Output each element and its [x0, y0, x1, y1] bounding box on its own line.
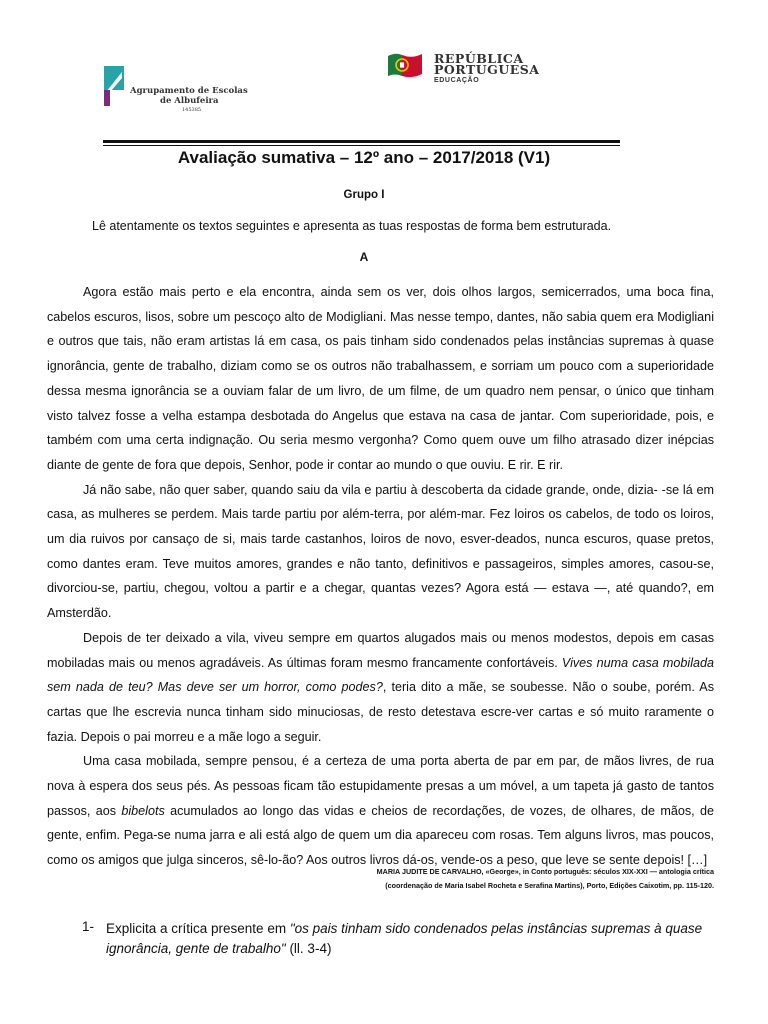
paragraph — [47, 280, 714, 478]
instruction-text: Lê atentamente os textos seguintes e apresenta as tuas respostas de forma bem estruturada. — [92, 219, 612, 233]
paragraph-run: Depois de ter deixado a vila, viveu sempre em quartos alugados mais ou menos modestos, depois em casas mobiladas mais ou menos agradáveis. As últimas foram mesmo francamente confortáveis. — [47, 630, 714, 670]
ministry-label: EDUCAÇÃO — [434, 77, 480, 84]
question-number: 1- — [82, 919, 95, 934]
paragraph-run: Uma casa mobilada, sempre pensou, é a certeza de uma porta aberta de par em par, de mãos livres, de rua nova à espera dos seus pés. As pessoas ficam tão estupidamente presas a um móvel, a um tapeta já gasto de tantos passos, aos — [47, 754, 714, 818]
question-text — [106, 919, 722, 958]
republic-logo — [386, 50, 586, 90]
source-line: (coordenação de Maria Isabel Rocheta e Serafina Martins), Porto, Edições Caixotim, pp. 115-120. — [385, 881, 714, 890]
school-name-line-1: Agrupamento de Escolas — [130, 86, 248, 96]
header-divider-thin — [103, 145, 620, 146]
paragraph-run: Agora estão mais perto e ela encontra, ainda sem os ver, dois olhos largos, semicerrados, uma boca fina, cabelos escuros, lisos, sobre um pescoço alto de Modigliani. Mas nesse tempo, dantes, não sabia quem era Modigliani e outros que tais, não eram artistas lá em casa, os pais tinham sido condenados pelas instâncias supremas à quase ignorância, gente de trabalho, diziam como se os outros não trabalhassem, e sorriam um pouco com a superioridade dessa mesma ignorância se a ouviam falar de um livro, de um filme, de um quadro nem pensar, o único que tinham visto talvez fosse a velha estampa desbotada do Angelus que estava na casa de jantar. Com superioridade, pois, e também com uma certa indignação. Ou seria mesmo vergonha? Como quem ouve um filho atrasado dizer inépcias diante de gente de fora que depois, Senhor, pode ir contar ao mundo o que ouviu. E rir. E rir. — [47, 285, 714, 472]
paragraph-run-italic: Vives numa casa mobilada sem nada de teu? Mas deve ser um horror, como podes? — [47, 655, 714, 695]
paragraph — [47, 478, 714, 626]
question-run: (ll. 3-4) — [285, 940, 332, 956]
portugal-flag-icon — [386, 52, 424, 78]
paragraph — [47, 749, 714, 873]
header-divider-thick — [103, 140, 620, 143]
paragraph — [47, 626, 714, 750]
section-letter: A — [359, 250, 369, 264]
paragraph-run: acumulados ao longo das vidas e cheios de recordações, de vozes, de olhares, de mãos, de gente, enfim. Pega-se numa jarra e ali está algo de quem um dia apareceu com rosas. Tem alguns livros, mas poucos, como os amigos que julga sinceros, sê-lo-ão? Aos outros livros dá-os, vende-os a peso, que leve se sente depois! […] — [47, 803, 714, 868]
source-citation — [200, 865, 714, 893]
school-logo-mark-icon — [104, 66, 124, 106]
text-body — [47, 280, 714, 873]
question-run: Explicita a crítica presente em — [106, 921, 290, 936]
group-heading: Grupo I — [343, 189, 385, 201]
school-logo — [104, 66, 284, 126]
source-line: MARIA JUDITE DE CARVALHO, «George», in Conto português: séculos XIX-XXI — antologia crítica — [376, 867, 714, 876]
paragraph-run-italic: bibelots — [121, 803, 165, 818]
paragraph-run: Já não sabe, não quer saber, quando saiu da vila e partiu à descoberta da cidade grande, onde, dizia- -se lá em casa, as mulheres se perdem. Mais tarde partiu por além-terra, por além-mar. Fez loiros os cabelos, de todo os loiros, um dia ruivos por cansaço de si, mais tarde castanhos, loiros de novo, esver-deados, nunca escuros, quase pretos, como dantes eram. Teve muitos amores, grandes e não tanto, definitivos e passageiros, simples amores, casou-se, divorciou-se, partiu, chegou, voltou a partir e a chegar, quantas vezes? Agora está — estava —, até quando?, em Amsterdão. — [47, 482, 714, 621]
paragraph-run: , teria dito a mãe, se soubesse. Não o soube, porém. As cartas que lhe escrevia nunca tinham sido minuciosas, de resto detestava escre-ver cartas e só muito raramente o fazia. Depois o pai morreu e a mãe logo a seguir. — [47, 680, 715, 744]
republic-text-line-2: PORTUGUESA — [434, 62, 540, 77]
school-code: 145385 — [182, 107, 202, 113]
republic-text-line-1: REPÚBLICA — [434, 51, 524, 66]
page-title: Avaliação sumativa – 12º ano – 2017/2018 (V1) — [177, 148, 551, 167]
question-quote: "os pais tinham sido condenados pelas instâncias supremas à quase ignorância, gente de trabalho" — [106, 921, 703, 956]
school-name-line-2: de Albufeira — [160, 96, 219, 106]
